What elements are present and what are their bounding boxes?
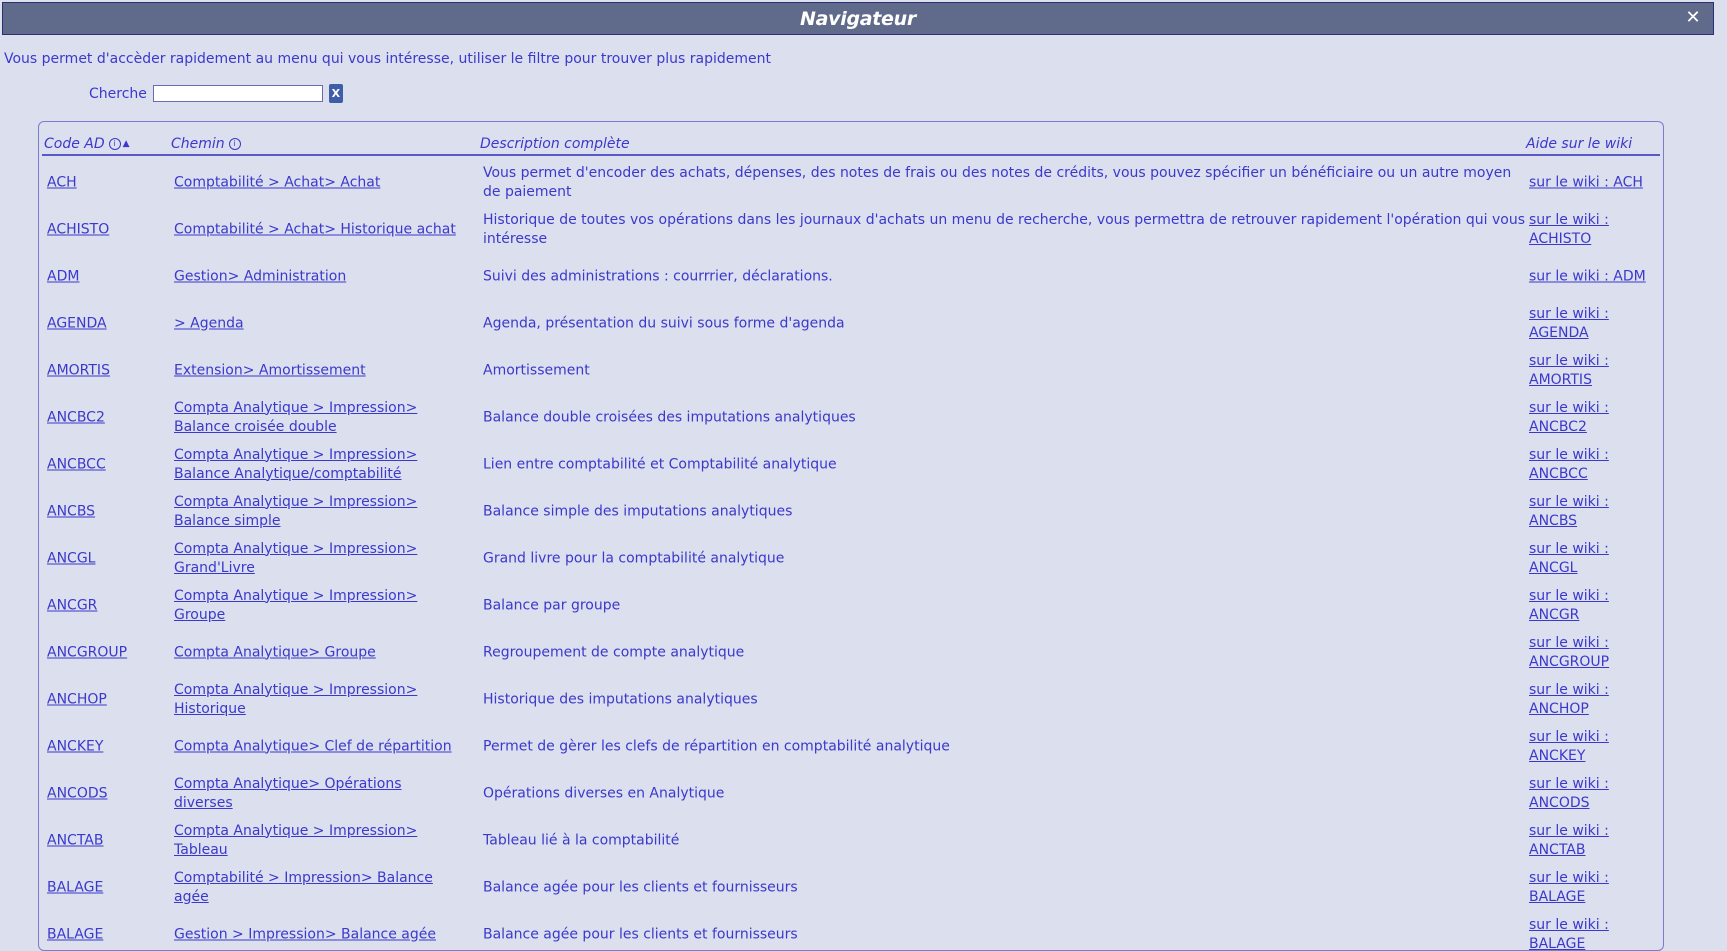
header-path-label: Chemin <box>171 136 225 152</box>
row-path[interactable] <box>174 173 464 192</box>
row-description: Grand livre pour la comptabilité analytique <box>483 549 1533 568</box>
row-wiki-link[interactable]: sur le wiki : ANCBC2 <box>1529 400 1609 435</box>
row-description: Historique de toutes vos opérations dans les journaux d'achats un menu de recherche, vous permettra de retrouver rapidement l'opération qui vous intéresse <box>483 211 1533 249</box>
row-path[interactable] <box>174 267 464 286</box>
row-code[interactable] <box>47 878 162 897</box>
row-wiki[interactable] <box>1529 399 1659 437</box>
row-code-link[interactable]: ANCGL <box>47 550 95 566</box>
row-code[interactable] <box>47 596 162 615</box>
row-code-link[interactable]: ANCHOP <box>47 691 107 707</box>
table-row <box>39 206 1664 253</box>
row-code[interactable] <box>47 643 162 662</box>
search-input[interactable] <box>153 85 323 102</box>
row-description: Agenda, présentation du suivi sous forme d'agenda <box>483 314 1533 333</box>
row-wiki-link[interactable]: sur le wiki : BALAGE <box>1529 917 1609 951</box>
table-row <box>39 394 1664 441</box>
row-code-link[interactable]: AGENDA <box>47 315 107 331</box>
row-path-link[interactable]: Compta Analytique > Impression> Groupe <box>174 588 417 623</box>
row-wiki-link[interactable]: sur le wiki : ANCBS <box>1529 494 1609 529</box>
row-path-link[interactable]: Compta Analytique > Impression> Balance Analytique/comptabilité <box>174 447 417 482</box>
row-code-link[interactable]: ACHISTO <box>47 221 109 237</box>
row-code-link[interactable]: ANCBS <box>47 503 95 519</box>
row-wiki-link[interactable]: sur le wiki : BALAGE <box>1529 870 1609 905</box>
row-wiki-link[interactable]: sur le wiki : ANCBCC <box>1529 447 1609 482</box>
row-path[interactable] <box>174 446 464 484</box>
row-wiki-link[interactable]: sur le wiki : ANCHOP <box>1529 682 1609 717</box>
row-wiki[interactable] <box>1529 728 1659 766</box>
row-wiki[interactable] <box>1529 775 1659 813</box>
scrollbar[interactable] <box>1717 0 1727 939</box>
row-path[interactable] <box>174 925 464 944</box>
row-code-link[interactable]: BALAGE <box>47 926 103 942</box>
row-wiki[interactable] <box>1529 211 1659 249</box>
row-description: Opérations diverses en Analytique <box>483 784 1533 803</box>
row-path[interactable] <box>174 587 464 625</box>
header-wiki[interactable] <box>1526 136 1632 152</box>
row-code[interactable] <box>47 737 162 756</box>
header-wiki-label: Aide sur le wiki <box>1526 136 1632 152</box>
row-code[interactable] <box>47 314 162 333</box>
row-wiki[interactable] <box>1529 681 1659 719</box>
row-code[interactable] <box>47 549 162 568</box>
row-description: Suivi des administrations : courrrier, déclarations. <box>483 267 1533 286</box>
row-wiki[interactable] <box>1529 634 1659 672</box>
info-icon[interactable]: i <box>109 138 121 150</box>
row-path-link[interactable]: Compta Analytique> Groupe <box>174 644 376 660</box>
clear-search-button[interactable]: X <box>329 84 343 103</box>
table-row <box>39 864 1664 911</box>
row-code-link[interactable]: BALAGE <box>47 879 103 895</box>
row-description: Balance par groupe <box>483 596 1533 615</box>
row-wiki-link[interactable]: sur le wiki : ACH <box>1529 174 1643 190</box>
row-wiki[interactable] <box>1529 352 1659 390</box>
row-path-link[interactable]: Gestion > Impression> Balance agée <box>174 926 436 942</box>
row-code[interactable] <box>47 220 162 239</box>
row-description: Balance double croisées des imputations analytiques <box>483 408 1533 427</box>
row-path-link[interactable]: Compta Analytique > Impression> Balance croisée double <box>174 400 417 435</box>
row-code-link[interactable]: ANCBC2 <box>47 409 105 425</box>
row-wiki-link[interactable]: sur le wiki : ACHISTO <box>1529 212 1609 247</box>
table-row <box>39 676 1664 723</box>
table-row <box>39 629 1664 676</box>
row-description: Historique des imputations analytiques <box>483 690 1533 709</box>
row-path[interactable] <box>174 681 464 719</box>
row-path[interactable] <box>174 493 464 531</box>
row-path-link[interactable]: Comptabilité > Achat> Historique achat <box>174 221 456 237</box>
row-path[interactable] <box>174 643 464 662</box>
header-code-label: Code AD <box>44 136 105 152</box>
row-description: Balance agée pour les clients et fournisseurs <box>483 925 1533 944</box>
row-wiki[interactable] <box>1529 267 1659 286</box>
row-wiki[interactable] <box>1529 822 1659 860</box>
header-code[interactable] <box>44 136 130 152</box>
row-path-link[interactable]: Compta Analytique > Impression> Grand'Livre <box>174 541 417 576</box>
row-description: Balance agée pour les clients et fournisseurs <box>483 878 1533 897</box>
row-wiki-link[interactable]: sur le wiki : ANCGR <box>1529 588 1609 623</box>
search-label: Cherche <box>89 86 147 102</box>
row-description: Amortissement <box>483 361 1533 380</box>
row-path-link[interactable]: Comptabilité > Achat> Achat <box>174 174 380 190</box>
row-path[interactable] <box>174 399 464 437</box>
row-code[interactable] <box>47 831 162 850</box>
row-code[interactable] <box>47 408 162 427</box>
table-row <box>39 441 1664 488</box>
table-row <box>39 582 1664 629</box>
row-description: Lien entre comptabilité et Comptabilité analytique <box>483 455 1533 474</box>
row-wiki[interactable] <box>1529 540 1659 578</box>
row-path-link[interactable]: Extension> Amortissement <box>174 362 366 378</box>
row-code-link[interactable]: ANCODS <box>47 785 108 801</box>
row-wiki-link[interactable]: sur le wiki : ADM <box>1529 268 1646 284</box>
header-description[interactable] <box>480 136 630 152</box>
row-path-link[interactable]: Compta Analytique> Clef de répartition <box>174 738 452 754</box>
row-description: Regroupement de compte analytique <box>483 643 1533 662</box>
row-path-link[interactable]: Compta Analytique> Opérations diverses <box>174 776 402 811</box>
row-code[interactable] <box>47 455 162 474</box>
row-path[interactable] <box>174 361 464 380</box>
row-code[interactable] <box>47 925 162 944</box>
row-description: Balance simple des imputations analytiques <box>483 502 1533 521</box>
row-code-link[interactable]: ACH <box>47 174 77 190</box>
intro-text: Vous permet d'accèder rapidement au menu qui vous intéresse, utiliser le filtre pour trouver plus rapidement <box>4 51 771 67</box>
table-row <box>39 253 1664 300</box>
row-code[interactable] <box>47 361 162 380</box>
row-path-link[interactable]: Comptabilité > Impression> Balance agée <box>174 870 433 905</box>
row-wiki-link[interactable]: sur le wiki : ANCODS <box>1529 776 1609 811</box>
table-row <box>39 535 1664 582</box>
row-code[interactable] <box>47 173 162 192</box>
row-path-link[interactable]: Compta Analytique > Impression> Tableau <box>174 823 417 858</box>
row-code-link[interactable]: ADM <box>47 268 79 284</box>
table-row <box>39 159 1664 206</box>
header-description-label: Description complète <box>480 136 630 152</box>
row-code-link[interactable]: AMORTIS <box>47 362 110 378</box>
row-wiki[interactable] <box>1529 869 1659 907</box>
table-body <box>39 159 1664 951</box>
window-titlebar <box>2 2 1714 35</box>
row-code-link[interactable]: ANCGROUP <box>47 644 127 660</box>
search-bar <box>89 84 343 103</box>
row-path[interactable] <box>174 220 464 239</box>
table-row <box>39 723 1664 770</box>
row-wiki[interactable] <box>1529 587 1659 625</box>
row-wiki-link[interactable]: sur le wiki : ANCKEY <box>1529 729 1609 764</box>
row-code-link[interactable]: ANCTAB <box>47 832 103 848</box>
table-row <box>39 488 1664 535</box>
row-path[interactable] <box>174 869 464 907</box>
row-code[interactable] <box>47 267 162 286</box>
row-path[interactable] <box>174 822 464 860</box>
row-code[interactable] <box>47 502 162 521</box>
row-path[interactable] <box>174 314 464 333</box>
row-path[interactable] <box>174 775 464 813</box>
row-description: Tableau lié à la comptabilité <box>483 831 1533 850</box>
row-description: Permet de gèrer les clefs de répartition en comptabilité analytique <box>483 737 1533 756</box>
row-code-link[interactable]: ANCKEY <box>47 738 103 754</box>
table-row <box>39 300 1664 347</box>
row-code-link[interactable]: ANCGR <box>47 597 97 613</box>
row-wiki-link[interactable]: sur le wiki : ANCTAB <box>1529 823 1609 858</box>
sort-ascending-icon[interactable]: ▲ <box>123 139 130 149</box>
results-panel <box>38 121 1664 951</box>
row-wiki[interactable] <box>1529 446 1659 484</box>
row-wiki[interactable] <box>1529 493 1659 531</box>
row-path-link[interactable]: Compta Analytique > Impression> Balance simple <box>174 494 417 529</box>
row-description: Vous permet d'encoder des achats, dépenses, des notes de frais ou des notes de crédits, vous pouvez spécifier un bénéficiaire ou un autre moyen de paiement <box>483 164 1533 202</box>
row-path-link[interactable]: > Agenda <box>174 315 244 331</box>
row-wiki[interactable] <box>1529 173 1659 192</box>
row-code[interactable] <box>47 784 162 803</box>
row-wiki-link[interactable]: sur le wiki : AMORTIS <box>1529 353 1609 388</box>
close-icon[interactable]: ✕ <box>1683 8 1703 28</box>
info-icon[interactable]: i <box>229 138 241 150</box>
window-title: Navigateur <box>800 8 916 30</box>
table-row <box>39 817 1664 864</box>
table-header <box>42 132 1660 156</box>
row-wiki-link[interactable]: sur le wiki : AGENDA <box>1529 306 1609 341</box>
row-path[interactable] <box>174 737 464 756</box>
header-path[interactable] <box>171 136 241 152</box>
table-row <box>39 347 1664 394</box>
row-wiki[interactable] <box>1529 305 1659 343</box>
row-path[interactable] <box>174 540 464 578</box>
row-path-link[interactable]: Gestion> Administration <box>174 268 346 284</box>
table-row <box>39 911 1664 951</box>
row-code[interactable] <box>47 690 162 709</box>
row-path-link[interactable]: Compta Analytique > Impression> Historique <box>174 682 417 717</box>
row-code-link[interactable]: ANCBCC <box>47 456 106 472</box>
row-wiki-link[interactable]: sur le wiki : ANCGL <box>1529 541 1609 576</box>
row-wiki-link[interactable]: sur le wiki : ANCGROUP <box>1529 635 1609 670</box>
row-wiki[interactable] <box>1529 916 1659 951</box>
table-row <box>39 770 1664 817</box>
